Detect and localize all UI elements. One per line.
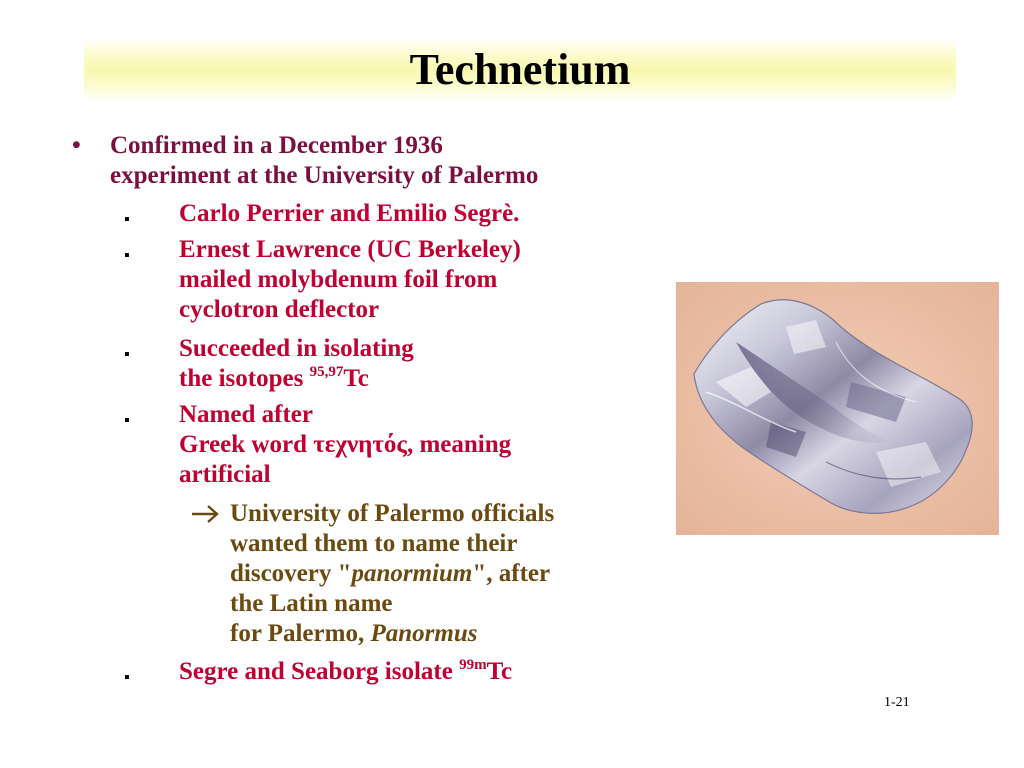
isolate-text: Segre and Seaborg isolate: [179, 658, 460, 685]
bullet-line: Succeeded in isolating: [179, 335, 414, 362]
square-bullet-icon: ▪: [124, 669, 130, 686]
slide-title: Technetium: [409, 45, 631, 94]
square-bullet-icon: ▪: [124, 211, 130, 228]
bullet-line: wanted them to name their: [230, 530, 518, 557]
bullet-line: experiment at the University of Palermo: [110, 162, 539, 189]
bullet-line: University of Palermo officials: [230, 500, 555, 527]
square-bullet-icon: ▪: [124, 412, 130, 429]
greek-word-label: Greek word: [179, 431, 314, 458]
bullet-line: [179, 430, 649, 460]
bullet-line: Confirmed in a December 1936: [110, 132, 443, 159]
isotopes-text: the isotopes: [179, 365, 310, 392]
panormium-word: panormium: [351, 560, 473, 587]
bullet-line: Named after: [179, 401, 313, 428]
sub-bullet-isotopes: [179, 334, 649, 397]
bullet-line: mailed molybdenum foil from: [179, 266, 498, 293]
sub-sub-bullet-panormium: [230, 499, 650, 649]
technetium-sample-photo: [676, 282, 999, 535]
for-palermo-text: for Palermo,: [230, 620, 371, 647]
bullet-confirmed: [110, 131, 670, 191]
square-bullet-icon: ▪: [124, 346, 130, 363]
panormus-word: Panormus: [370, 620, 478, 647]
element-symbol: Tc: [343, 365, 369, 392]
isotope-mass-superscript: 99m: [459, 657, 487, 673]
bullet-line: Ernest Lawrence (UC Berkeley): [179, 236, 521, 263]
slide-number: 1-21: [884, 695, 910, 710]
isotope-mass-superscript: 95,97: [309, 364, 344, 380]
sub-bullet-named-after: [179, 400, 649, 490]
bullet-line: [179, 364, 649, 397]
bullet-line: cyclotron deflector: [179, 296, 380, 323]
sub-bullet-segre-seaborg: [179, 657, 649, 690]
quote-open-text: discovery ": [230, 560, 352, 587]
sub-bullet-lawrence: [179, 235, 649, 325]
arrow-right-icon: [190, 499, 230, 529]
bullet-line: the Latin name: [230, 590, 393, 617]
bullet-marker: •: [72, 132, 81, 159]
square-bullet-icon: ▪: [124, 247, 130, 264]
quote-close-text: ", after: [472, 560, 551, 587]
sub-bullet-perrier-segre: Carlo Perrier and Emilio Segrè.: [179, 200, 520, 227]
bullet-line: [230, 619, 650, 649]
meaning-label: , meaning: [406, 431, 512, 458]
element-symbol: Tc: [486, 658, 513, 685]
greek-word: τεχνητός: [313, 431, 407, 458]
bullet-line: artificial: [179, 461, 271, 488]
bullet-line: [230, 559, 650, 589]
